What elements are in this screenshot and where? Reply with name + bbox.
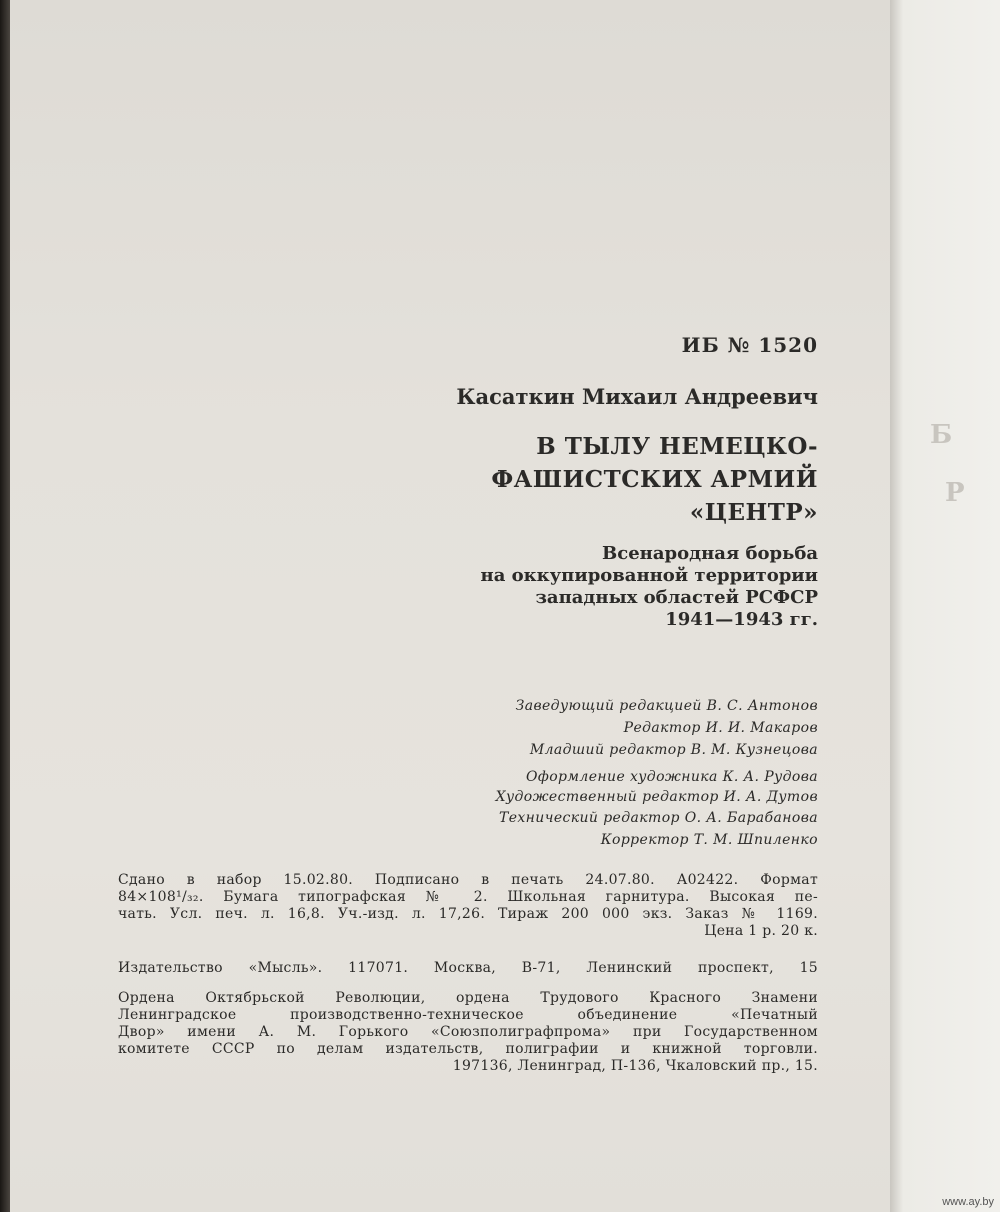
printer-address: 197136, Ленинград, П-136, Чкаловский пр., 15. xyxy=(452,1058,818,1074)
title-line: «ЦЕНТР» xyxy=(689,499,818,526)
subtitle-line: 1941—1943 гг. xyxy=(665,609,818,630)
book-title xyxy=(491,430,818,529)
credit-line: Корректор Т. М. Шпиленко xyxy=(600,832,818,848)
subtitle-line: на оккупированной территории xyxy=(480,565,818,586)
title-line: В ТЫЛУ НЕМЕЦКО- xyxy=(536,433,818,460)
ib-number: ИБ № 1520 xyxy=(681,333,818,357)
adjacent-page-edge xyxy=(890,0,1000,1212)
printer-line: Двор» имени А. М. Горького «Союзполиграфпрома» при Государственном xyxy=(118,1024,818,1040)
credit-line: Заведующий редакцией В. С. Антонов xyxy=(515,698,818,714)
credit-line: Технический редактор О. А. Барабанова xyxy=(498,810,818,826)
publisher-line xyxy=(118,960,818,977)
credit-line: Младший редактор В. М. Кузнецова xyxy=(529,742,818,758)
author-name: Касаткин Михаил Андреевич xyxy=(456,384,818,409)
print-info-line: чать. Усл. печ. л. 16,8. Уч.-изд. л. 17,26. Тираж 200 000 экз. Заказ № 1169. xyxy=(118,906,818,922)
show-through-mark: Б xyxy=(930,420,953,450)
colophon-page xyxy=(10,0,890,1212)
credit-line: Редактор И. И. Макаров xyxy=(623,720,818,736)
subtitle-line: западных областей РСФСР xyxy=(535,587,818,608)
print-info xyxy=(118,872,818,940)
watermark: www.ay.by xyxy=(942,1196,994,1208)
title-line: ФАШИСТСКИХ АРМИЙ xyxy=(491,466,818,493)
print-info-line: 84×108¹/₃₂. Бумага типографская № 2. Школьная гарнитура. Высокая пе- xyxy=(118,889,818,905)
printer-info xyxy=(118,990,818,1075)
show-through-mark: Р xyxy=(945,478,965,508)
book-spine-shadow xyxy=(0,0,10,1212)
publisher-address: Издательство «Мысль». 117071. Москва, В-71, Ленинский проспект, 15 xyxy=(118,960,818,976)
book-subtitle xyxy=(481,543,818,631)
print-info-line: Сдано в набор 15.02.80. Подписано в печать 24.07.80. А02422. Формат xyxy=(118,872,818,888)
printer-line: комитете СССР по делам издательств, полиграфии и книжной торговли. xyxy=(118,1041,818,1057)
credit-line: Оформление художника К. А. Рудова xyxy=(525,769,818,785)
printer-line: Ордена Октябрьской Революции, ордена Трудового Красного Знамени xyxy=(118,990,818,1006)
price: Цена 1 р. 20 к. xyxy=(704,923,818,939)
editorial-credits xyxy=(496,695,818,851)
printer-line: Ленинградское производственно-техническое объединение «Печатный xyxy=(118,1007,818,1023)
credit-line: Художественный редактор И. А. Дутов xyxy=(495,789,818,805)
subtitle-line: Всенародная борьба xyxy=(602,543,818,564)
